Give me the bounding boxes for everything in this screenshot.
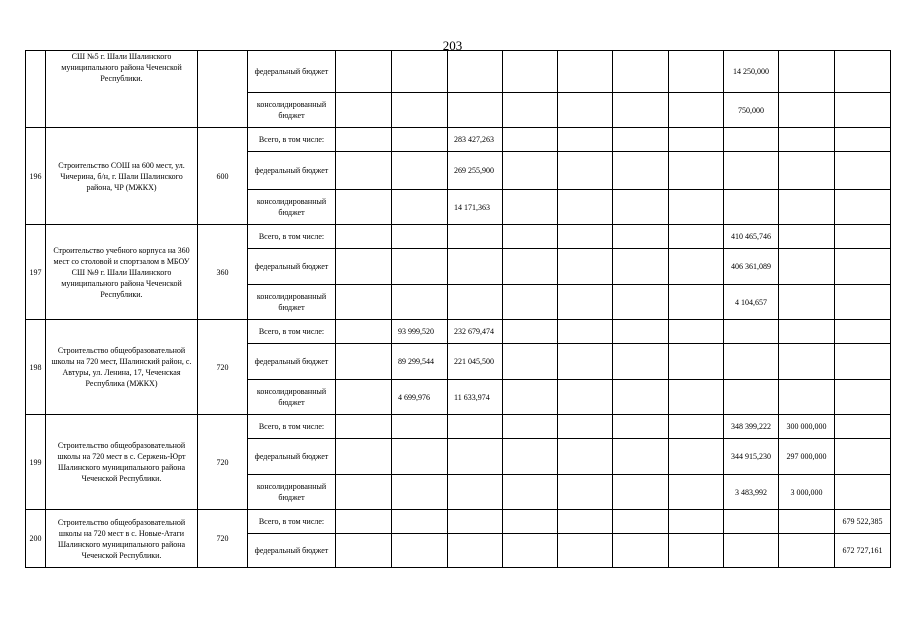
amount-cell: [558, 380, 613, 415]
amount-cell: [724, 534, 779, 568]
funding-source: Всего, в том числе:: [248, 128, 336, 152]
amount-cell: [448, 249, 503, 285]
amount-cell: [835, 249, 891, 285]
amount-cell: [835, 344, 891, 380]
amount-cell: [613, 475, 669, 510]
amount-cell: [669, 249, 724, 285]
amount-cell: [835, 128, 891, 152]
amount-cell: [835, 439, 891, 475]
amount-cell: [503, 190, 558, 225]
amount-cell: [835, 152, 891, 190]
amount-cell: 406 361,089: [724, 249, 779, 285]
amount-cell: [835, 225, 891, 249]
amount-cell: [392, 152, 448, 190]
amount-cell: 11 633,974: [448, 380, 503, 415]
amount-cell: 297 000,000: [779, 439, 835, 475]
capacity: 600: [198, 128, 248, 225]
funding-source: консолидированный бюджет: [248, 190, 336, 225]
amount-cell: [724, 510, 779, 534]
amount-cell: [336, 190, 392, 225]
amount-cell: [835, 93, 891, 128]
amount-cell: [669, 285, 724, 320]
amount-cell: [613, 93, 669, 128]
amount-cell: 14 250,000: [724, 51, 779, 93]
funding-source: федеральный бюджет: [248, 344, 336, 380]
amount-cell: [558, 510, 613, 534]
amount-cell: [336, 439, 392, 475]
amount-cell: [669, 380, 724, 415]
amount-cell: [392, 51, 448, 93]
amount-cell: 269 255,900: [448, 152, 503, 190]
table-row: [26, 320, 891, 344]
amount-cell: 4 104,657: [724, 285, 779, 320]
amount-cell: [613, 380, 669, 415]
amount-cell: [503, 439, 558, 475]
amount-cell: [669, 128, 724, 152]
amount-cell: [724, 152, 779, 190]
funding-source: консолидированный бюджет: [248, 380, 336, 415]
row-number: 199: [26, 415, 46, 510]
amount-cell: [669, 93, 724, 128]
amount-cell: [503, 510, 558, 534]
amount-cell: 283 427,263: [448, 128, 503, 152]
table-row: [26, 225, 891, 249]
amount-cell: [779, 344, 835, 380]
amount-cell: [503, 285, 558, 320]
amount-cell: [336, 285, 392, 320]
object-name: Строительство общеобразовательной школы на 720 мест в с. Сержень-Юрт Шалинского муниципального района Чеченской Республики.: [46, 415, 198, 510]
amount-cell: [503, 320, 558, 344]
amount-cell: 750,000: [724, 93, 779, 128]
amount-cell: [503, 475, 558, 510]
amount-cell: [336, 93, 392, 128]
amount-cell: [835, 415, 891, 439]
amount-cell: [669, 51, 724, 93]
amount-cell: [392, 128, 448, 152]
amount-cell: [558, 320, 613, 344]
amount-cell: [558, 475, 613, 510]
object-name: Строительство общеобразовательной школы на 720 мест, Шалинский район, с. Автуры, ул. Ленина, 17, Чеченская Республика (МЖКХ): [46, 320, 198, 415]
amount-cell: [392, 225, 448, 249]
amount-cell: [503, 225, 558, 249]
amount-cell: [558, 93, 613, 128]
amount-cell: [779, 534, 835, 568]
amount-cell: [558, 128, 613, 152]
funding-source: консолидированный бюджет: [248, 285, 336, 320]
capacity: 720: [198, 320, 248, 415]
amount-cell: [558, 152, 613, 190]
amount-cell: [835, 475, 891, 510]
amount-cell: [613, 439, 669, 475]
amount-cell: [669, 439, 724, 475]
amount-cell: [779, 285, 835, 320]
table-row: [26, 510, 891, 534]
funding-source: федеральный бюджет: [248, 152, 336, 190]
funding-source: Всего, в том числе:: [248, 225, 336, 249]
funding-source: федеральный бюджет: [248, 51, 336, 93]
amount-cell: [835, 380, 891, 415]
amount-cell: [336, 320, 392, 344]
amount-cell: [779, 380, 835, 415]
capacity: 720: [198, 510, 248, 568]
amount-cell: [724, 190, 779, 225]
amount-cell: [392, 190, 448, 225]
amount-cell: [779, 510, 835, 534]
amount-cell: [503, 128, 558, 152]
page-number: 203: [442, 38, 463, 53]
table-row: [26, 128, 891, 152]
amount-cell: [613, 344, 669, 380]
amount-cell: [448, 225, 503, 249]
amount-cell: [336, 128, 392, 152]
budget-table-body: [26, 51, 891, 568]
amount-cell: [669, 344, 724, 380]
amount-cell: 300 000,000: [779, 415, 835, 439]
amount-cell: [613, 534, 669, 568]
amount-cell: [448, 415, 503, 439]
row-number: 198: [26, 320, 46, 415]
amount-cell: 3 483,992: [724, 475, 779, 510]
amount-cell: 679 522,385: [835, 510, 891, 534]
amount-cell: [669, 415, 724, 439]
amount-cell: [558, 51, 613, 93]
funding-source: Всего, в том числе:: [248, 510, 336, 534]
object-name: СШ №5 г. Шали Шалинского муниципального района Чеченской Республики.: [46, 51, 198, 128]
row-number: 196: [26, 128, 46, 225]
amount-cell: [835, 51, 891, 93]
amount-cell: [336, 475, 392, 510]
amount-cell: [392, 534, 448, 568]
amount-cell: [558, 534, 613, 568]
amount-cell: [392, 439, 448, 475]
amount-cell: [613, 128, 669, 152]
amount-cell: 14 171,363: [448, 190, 503, 225]
amount-cell: [669, 510, 724, 534]
amount-cell: [336, 152, 392, 190]
capacity: [198, 51, 248, 128]
amount-cell: [392, 249, 448, 285]
capacity: 720: [198, 415, 248, 510]
amount-cell: [558, 415, 613, 439]
amount-cell: [724, 320, 779, 344]
amount-cell: [336, 510, 392, 534]
amount-cell: [448, 285, 503, 320]
amount-cell: [613, 152, 669, 190]
amount-cell: [669, 152, 724, 190]
amount-cell: [503, 93, 558, 128]
amount-cell: [613, 285, 669, 320]
amount-cell: [613, 249, 669, 285]
amount-cell: 672 727,161: [835, 534, 891, 568]
amount-cell: [503, 344, 558, 380]
amount-cell: [558, 225, 613, 249]
amount-cell: [503, 415, 558, 439]
amount-cell: 232 679,474: [448, 320, 503, 344]
amount-cell: [779, 128, 835, 152]
amount-cell: [613, 510, 669, 534]
amount-cell: [448, 93, 503, 128]
budget-table: [25, 50, 891, 568]
amount-cell: [779, 93, 835, 128]
amount-cell: 3 000,000: [779, 475, 835, 510]
amount-cell: [503, 152, 558, 190]
funding-source: федеральный бюджет: [248, 534, 336, 568]
amount-cell: [392, 285, 448, 320]
funding-source: консолидированный бюджет: [248, 475, 336, 510]
amount-cell: [835, 285, 891, 320]
amount-cell: [336, 534, 392, 568]
amount-cell: [669, 190, 724, 225]
amount-cell: [669, 225, 724, 249]
amount-cell: [336, 415, 392, 439]
object-name: Строительство СОШ на 600 мест, ул. Чичерина, б/н, г. Шали Шалинского района, ЧР (МЖКХ): [46, 128, 198, 225]
amount-cell: [392, 475, 448, 510]
amount-cell: [779, 190, 835, 225]
table-row: [26, 51, 891, 93]
amount-cell: [392, 510, 448, 534]
object-name: Строительство учебного корпуса на 360 мест со столовой и спортзалом в МБОУ СШ №9 г. Шали Шалинского муниципального района Чеченской Республики.: [46, 225, 198, 320]
amount-cell: [336, 249, 392, 285]
amount-cell: 410 465,746: [724, 225, 779, 249]
amount-cell: [503, 380, 558, 415]
amount-cell: [558, 249, 613, 285]
amount-cell: [336, 225, 392, 249]
amount-cell: [835, 190, 891, 225]
amount-cell: [613, 415, 669, 439]
amount-cell: [724, 380, 779, 415]
amount-cell: [558, 285, 613, 320]
amount-cell: [448, 534, 503, 568]
amount-cell: [779, 152, 835, 190]
amount-cell: [724, 344, 779, 380]
amount-cell: [669, 534, 724, 568]
amount-cell: [613, 190, 669, 225]
amount-cell: 348 399,222: [724, 415, 779, 439]
row-number: [26, 51, 46, 128]
amount-cell: [503, 51, 558, 93]
amount-cell: [558, 190, 613, 225]
amount-cell: 344 915,230: [724, 439, 779, 475]
amount-cell: 4 699,976: [392, 380, 448, 415]
amount-cell: 89 299,544: [392, 344, 448, 380]
funding-source: федеральный бюджет: [248, 439, 336, 475]
amount-cell: [779, 249, 835, 285]
amount-cell: [448, 51, 503, 93]
amount-cell: [392, 93, 448, 128]
amount-cell: [613, 51, 669, 93]
amount-cell: [669, 475, 724, 510]
amount-cell: [336, 344, 392, 380]
funding-source: федеральный бюджет: [248, 249, 336, 285]
amount-cell: [613, 225, 669, 249]
amount-cell: [613, 320, 669, 344]
row-number: 197: [26, 225, 46, 320]
amount-cell: [558, 344, 613, 380]
amount-cell: [779, 225, 835, 249]
amount-cell: [558, 439, 613, 475]
amount-cell: 93 999,520: [392, 320, 448, 344]
amount-cell: [779, 51, 835, 93]
amount-cell: [336, 51, 392, 93]
funding-source: Всего, в том числе:: [248, 320, 336, 344]
amount-cell: [336, 380, 392, 415]
amount-cell: 221 045,500: [448, 344, 503, 380]
funding-source: консолидированный бюджет: [248, 93, 336, 128]
object-name: Строительство общеобразовательной школы на 720 мест в с. Новые-Атаги Шалинского муниципального района Чеченской Республики.: [46, 510, 198, 568]
amount-cell: [448, 510, 503, 534]
amount-cell: [669, 320, 724, 344]
amount-cell: [448, 475, 503, 510]
amount-cell: [779, 320, 835, 344]
amount-cell: [503, 534, 558, 568]
capacity: 360: [198, 225, 248, 320]
amount-cell: [503, 249, 558, 285]
amount-cell: [724, 128, 779, 152]
row-number: 200: [26, 510, 46, 568]
funding-source: Всего, в том числе:: [248, 415, 336, 439]
table-row: [26, 415, 891, 439]
amount-cell: [835, 320, 891, 344]
amount-cell: [448, 439, 503, 475]
amount-cell: [392, 415, 448, 439]
